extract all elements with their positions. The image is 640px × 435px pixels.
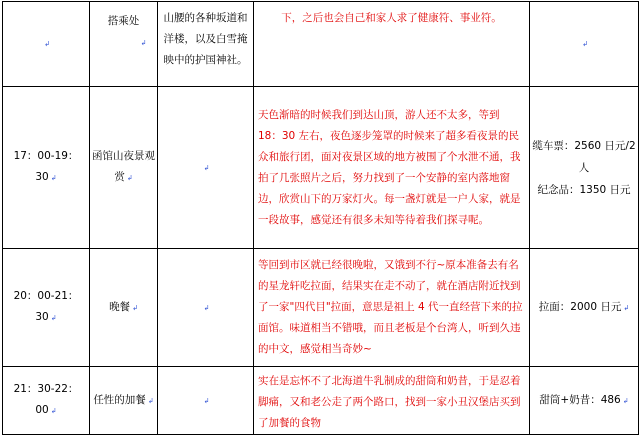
paragraph-mark-icon: ↲ <box>623 303 630 312</box>
activity-cell: 搭乘处 ↲ <box>90 2 158 87</box>
paragraph-mark-icon: ↲ <box>147 396 154 405</box>
paragraph-mark-icon: ↲ <box>203 303 210 312</box>
paragraph-mark-icon: ↲ <box>126 174 133 182</box>
activity-cell: 任性的加餐 ↲ <box>90 367 158 435</box>
cost-cell: 拉面：2000 日元 ↲ <box>530 249 639 367</box>
cost-cell: 缆车票：2560 日元/2 人 纪念品：1350 日元 <box>530 87 639 249</box>
paragraph-mark-icon: ↲ <box>44 40 50 48</box>
description-cell: 等回到市区就已经很晚啦，又饿到不行~原本准备去有名的星龙轩吃拉面，结果实在走不动了，就在酒店附近找到了一家"四代目"拉面，意思是祖上 4 代一直经营下来的拉面馆。味道相当不错哦，而且老板是个台湾人，听到久违的中文，感觉相当奇妙~ <box>254 249 530 367</box>
location-cell <box>158 249 254 367</box>
description-cell: 实在是忘怀不了北海道牛乳制成的甜筒和奶昔，于是忍着脚痛，又和老公走了两个路口，找到一家小丑汉堡店买到了加餐的食物 <box>254 367 530 435</box>
paragraph-mark-icon: ↲ <box>50 407 57 415</box>
table-row <box>3 249 639 367</box>
activity-cell: 晚餐 ↲ <box>90 249 158 367</box>
paragraph-mark-icon: ↲ <box>582 40 588 48</box>
activity-cell: 函馆山夜景观赏 ↲ <box>90 87 158 249</box>
table-row <box>3 87 639 249</box>
location-cell: 山腰的各种坂道和洋楼，以及白雪掩映中的护国神社。 <box>158 2 254 87</box>
time-cell: 20：00-21：30 ↲ <box>3 249 90 367</box>
paragraph-mark-icon: ↲ <box>203 163 210 172</box>
paragraph-mark-icon: ↲ <box>50 174 57 182</box>
time-cell: 21：30-22：00 ↲ <box>3 367 90 435</box>
description-cell: 天色渐暗的时候我们到达山顶，游人还不太多，等到 18：30 左右，夜色逐步笼罩的时候来了超多看夜景的民众和旅行团，面对夜景区域的地方被围了个水泄不通，我拍了几张照片之后，努力找到了一个安静的室内落地窗边，欣赏山下的万家灯火。每一盏灯就是一户人家，就是一段故事，感觉还有很多未知等待着我们探寻呢。 <box>254 87 530 249</box>
cost-cell: 甜筒+奶昔：486 ↲ <box>530 367 639 435</box>
table-row <box>3 2 639 87</box>
paragraph-mark-icon: ↲ <box>203 396 210 405</box>
time-cell: 17：00-19：30 ↲ <box>3 87 90 249</box>
paragraph-mark-icon: ↲ <box>50 314 57 322</box>
cost-cell <box>530 2 639 87</box>
paragraph-mark-icon: ↲ <box>132 303 138 312</box>
paragraph-mark-icon: ↲ <box>140 39 147 47</box>
description-cell: 下，之后也会自己和家人求了健康符、事业符。 <box>254 2 530 87</box>
location-cell <box>158 87 254 249</box>
itinerary-table <box>2 1 639 435</box>
location-cell <box>158 367 254 435</box>
table-row <box>3 367 639 435</box>
paragraph-mark-icon: ↲ <box>622 396 629 405</box>
time-cell <box>3 2 90 87</box>
